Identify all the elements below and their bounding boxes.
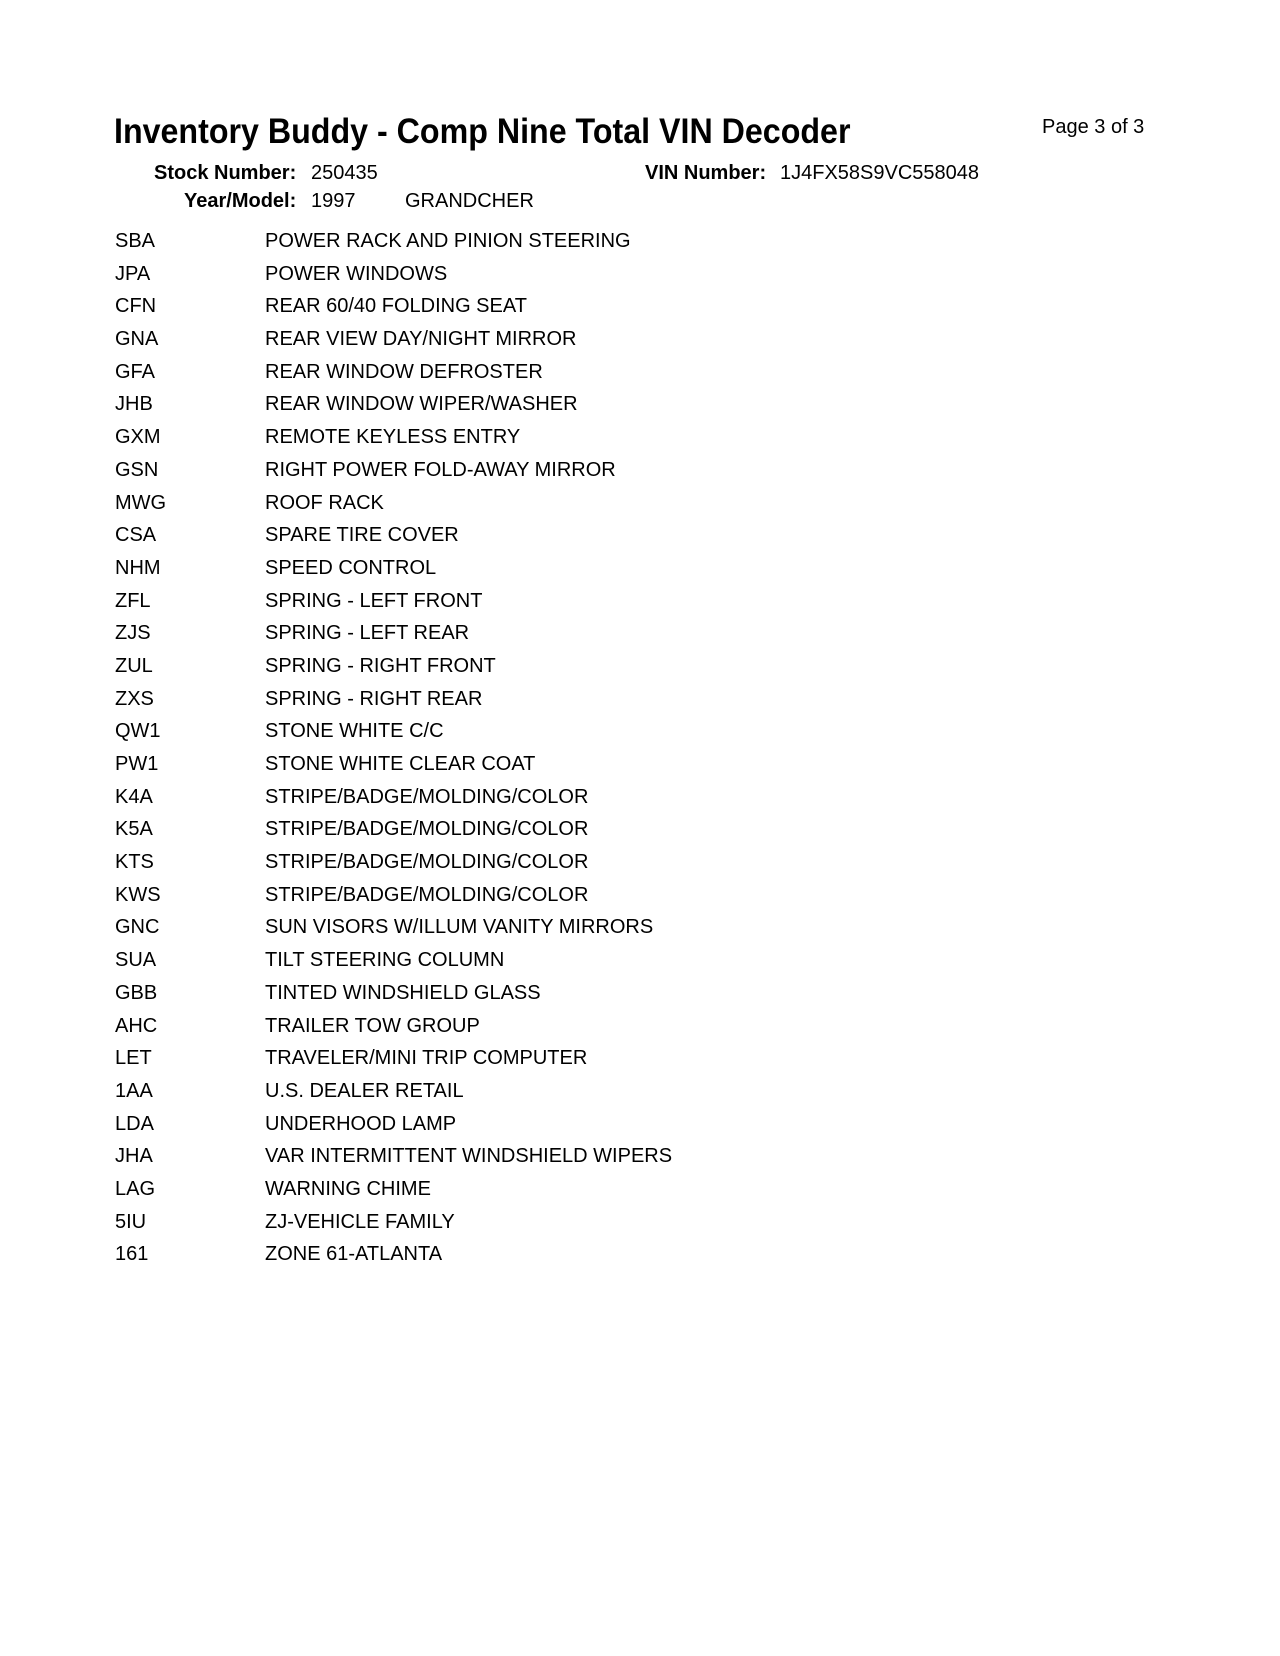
option-description: SPARE TIRE COVER: [265, 524, 459, 547]
option-description: SUN VISORS W/ILLUM VANITY MIRRORS: [265, 916, 654, 939]
list-item: [115, 720, 1015, 753]
option-description: STONE WHITE C/C: [265, 720, 444, 743]
list-item: [115, 786, 1015, 819]
year-value: 1997: [311, 190, 356, 212]
option-code: GSN: [115, 458, 159, 481]
list-item: [115, 1047, 1015, 1080]
option-code: GNC: [115, 916, 160, 939]
option-description: ROOF RACK: [265, 491, 384, 514]
option-code: LDA: [115, 1112, 154, 1135]
option-code: KWS: [115, 883, 161, 906]
option-description: U.S. DEALER RETAIL: [265, 1079, 464, 1102]
option-code: SUA: [115, 949, 157, 972]
option-description: ZJ-VEHICLE FAMILY: [265, 1210, 455, 1233]
option-description: STRIPE/BADGE/MOLDING/COLOR: [265, 785, 589, 808]
option-code: JPA: [115, 262, 151, 285]
list-item: [115, 492, 1015, 525]
option-code: 5IU: [115, 1210, 147, 1233]
model-value: GRANDCHER: [405, 190, 534, 212]
stock-number-value: 250435: [311, 162, 378, 184]
list-item: [115, 753, 1015, 786]
list-item: [115, 1211, 1015, 1244]
list-item: [115, 263, 1015, 296]
option-code: AHC: [115, 1014, 158, 1037]
option-code: SBA: [115, 230, 156, 252]
list-item: [115, 459, 1015, 492]
option-code: GFA: [115, 360, 156, 383]
option-description: POWER WINDOWS: [265, 262, 448, 285]
option-description: TRAVELER/MINI TRIP COMPUTER: [265, 1047, 588, 1070]
option-code: ZXS: [115, 687, 154, 710]
page-title: Inventory Buddy - Comp Nine Total VIN Decoder: [114, 112, 851, 151]
option-code: PW1: [115, 753, 159, 775]
option-description: TRAILER TOW GROUP: [265, 1014, 480, 1037]
year-model-label: Year/Model:: [184, 190, 297, 212]
option-description: ZONE 61-ATLANTA: [265, 1243, 443, 1266]
option-description: STRIPE/BADGE/MOLDING/COLOR: [265, 818, 589, 841]
list-item: [115, 884, 1015, 917]
option-description: REAR WINDOW DEFROSTER: [265, 360, 543, 383]
list-item: [115, 1113, 1015, 1146]
page-number: Page 3 of 3: [1042, 116, 1145, 138]
option-description: REAR 60/40 FOLDING SEAT: [265, 295, 527, 318]
list-item: [115, 1178, 1015, 1211]
option-description: SPEED CONTROL: [265, 556, 437, 579]
option-code: GXM: [115, 426, 161, 449]
option-code: KTS: [115, 851, 154, 874]
option-description: REAR WINDOW WIPER/WASHER: [265, 393, 578, 416]
list-item: [115, 361, 1015, 394]
list-item: [115, 1145, 1015, 1178]
option-description: VAR INTERMITTENT WINDSHIELD WIPERS: [265, 1145, 673, 1168]
option-description: TINTED WINDSHIELD GLASS: [265, 981, 541, 1004]
option-code: K5A: [115, 818, 153, 841]
list-item: [115, 557, 1015, 590]
option-description: SPRING - RIGHT REAR: [265, 687, 483, 710]
option-code: ZFL: [115, 589, 151, 612]
option-code: LAG: [115, 1177, 156, 1200]
option-description: TILT STEERING COLUMN: [265, 949, 505, 972]
list-item: [115, 1080, 1015, 1113]
list-item: [115, 916, 1015, 949]
list-item: [115, 230, 1015, 263]
list-item: [115, 1243, 1015, 1276]
option-code: CSA: [115, 524, 157, 547]
list-item: [115, 982, 1015, 1015]
option-description: REMOTE KEYLESS ENTRY: [265, 426, 521, 449]
option-description: STRIPE/BADGE/MOLDING/COLOR: [265, 851, 589, 874]
list-item: [115, 688, 1015, 721]
option-code: MWG: [115, 491, 167, 514]
list-item: [115, 818, 1015, 851]
list-item: [115, 524, 1015, 557]
option-description: SPRING - LEFT REAR: [265, 622, 470, 645]
vin-number-value: 1J4FX58S9VC558048: [780, 162, 980, 184]
option-code: JHA: [115, 1145, 153, 1168]
option-code: NHM: [115, 556, 161, 579]
option-code: GNA: [115, 328, 159, 351]
option-description: WARNING CHIME: [265, 1177, 431, 1200]
option-code: ZJS: [115, 622, 151, 645]
list-item: [115, 1015, 1015, 1048]
option-code: LET: [115, 1047, 152, 1070]
option-code: QW1: [115, 720, 161, 743]
option-code: GBB: [115, 981, 158, 1004]
option-description: STONE WHITE CLEAR COAT: [265, 753, 536, 775]
list-item: [115, 851, 1015, 884]
option-description: RIGHT POWER FOLD-AWAY MIRROR: [265, 458, 616, 481]
option-code: JHB: [115, 393, 153, 416]
list-item: [115, 393, 1015, 426]
list-item: [115, 949, 1015, 982]
option-code: 1AA: [115, 1079, 153, 1102]
list-item: [115, 590, 1015, 623]
option-description: SPRING - LEFT FRONT: [265, 589, 483, 612]
option-code: 161: [115, 1243, 149, 1266]
list-item: [115, 426, 1015, 459]
option-code: K4A: [115, 785, 153, 808]
option-description: REAR VIEW DAY/NIGHT MIRROR: [265, 328, 577, 351]
option-code: ZUL: [115, 654, 153, 677]
stock-number-label: Stock Number:: [154, 162, 297, 184]
list-item: [115, 295, 1015, 328]
option-code: CFN: [115, 295, 157, 318]
list-item: [115, 655, 1015, 688]
list-item: [115, 622, 1015, 655]
option-description: POWER RACK AND PINION STEERING: [265, 230, 631, 252]
vin-number-label: VIN Number:: [645, 162, 767, 184]
option-code-list: [115, 230, 1015, 1276]
option-description: STRIPE/BADGE/MOLDING/COLOR: [265, 883, 589, 906]
option-description: UNDERHOOD LAMP: [265, 1112, 457, 1135]
list-item: [115, 328, 1015, 361]
option-description: SPRING - RIGHT FRONT: [265, 654, 496, 677]
